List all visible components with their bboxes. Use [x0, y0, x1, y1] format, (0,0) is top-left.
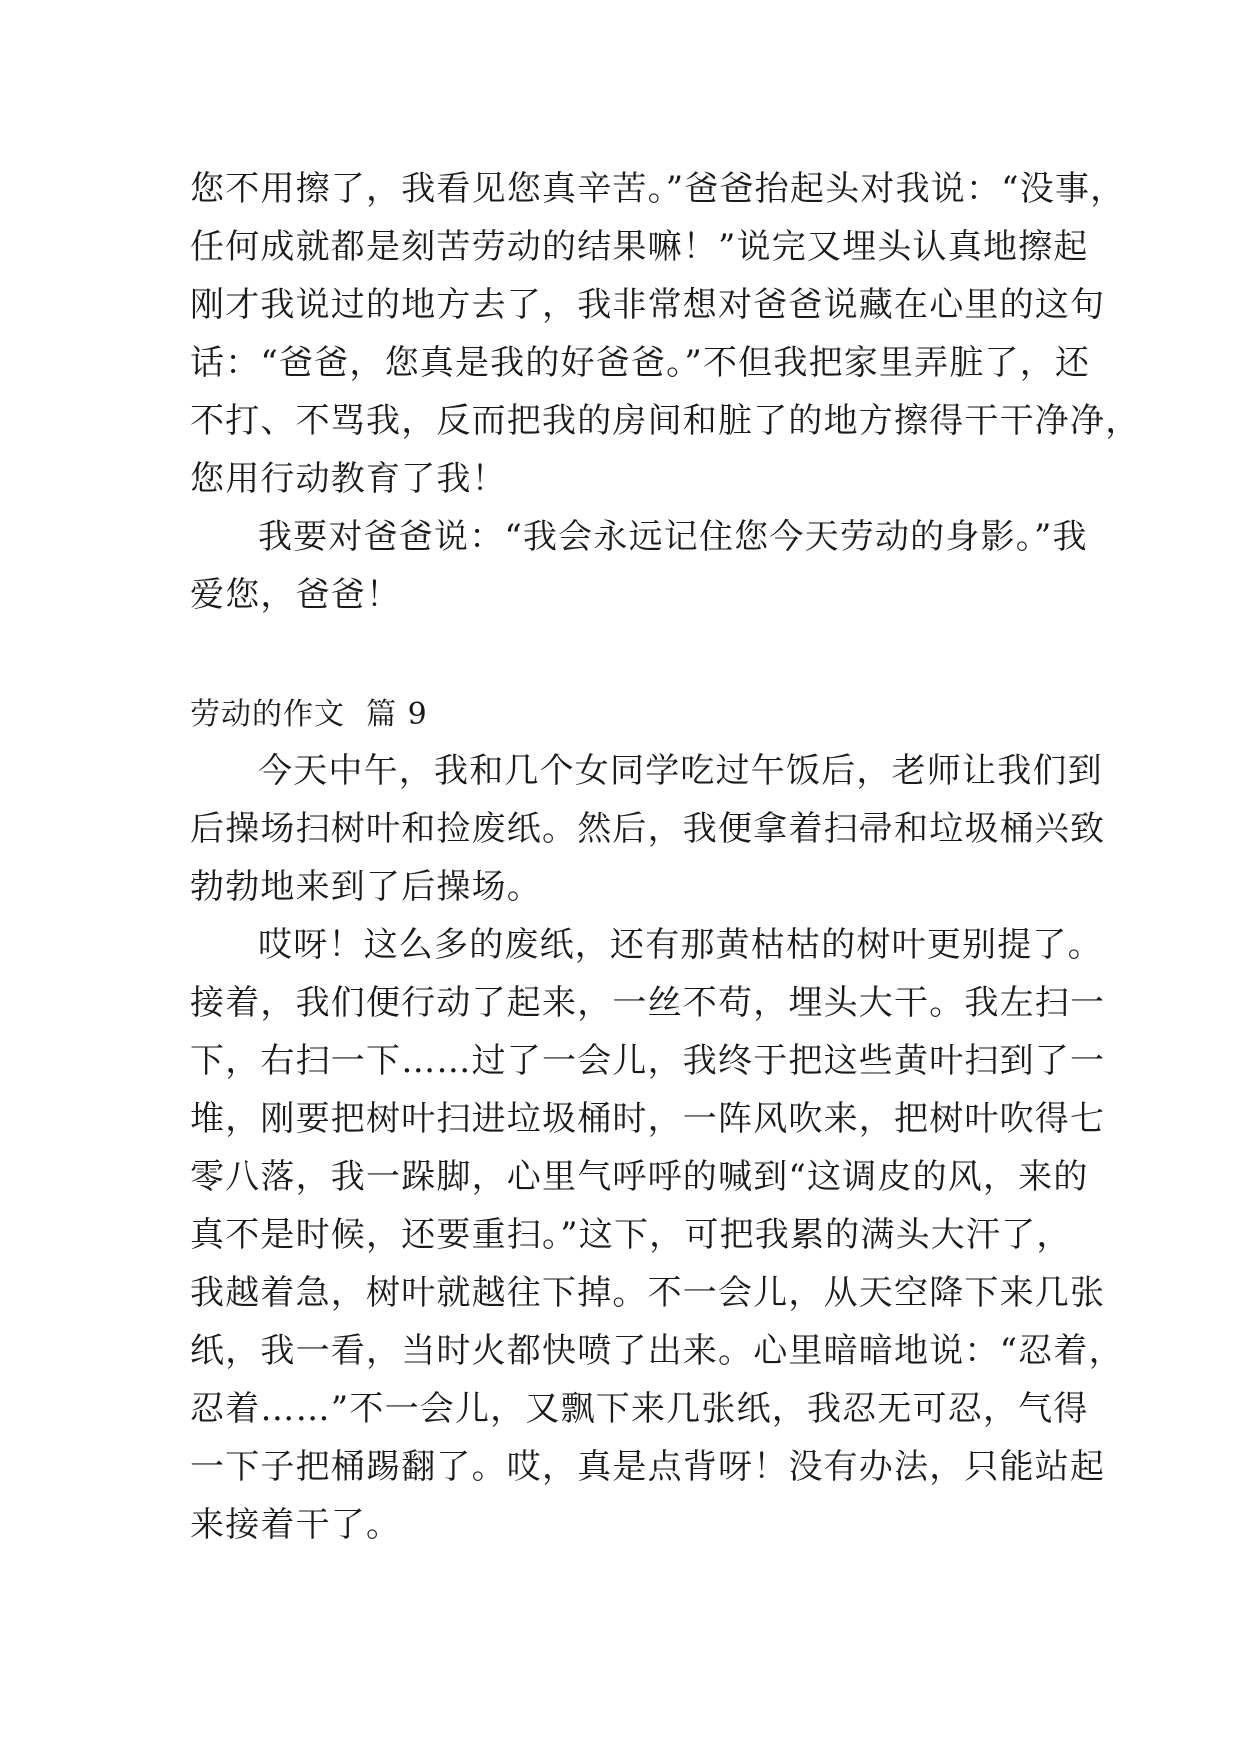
paragraph-line: 您用行动教育了我！: [190, 459, 507, 499]
paragraph-line: 勃勃地来到了后操场。: [190, 867, 542, 907]
paragraph-line: 接着，我们便行动了起来，一丝不苟，埋头大干。我左扫一: [190, 983, 1106, 1023]
paragraph-line: 堆，刚要把树叶扫进垃圾桶时，一阵风吹来，把树叶吹得七: [190, 1099, 1106, 1139]
paragraph-line: 我要对爸爸说：“我会永远记住您今天劳动的身影。”我: [258, 517, 1088, 557]
paragraph-line: 今天中午，我和几个女同学吃过午饭后，老师让我们到: [258, 751, 1103, 791]
section-heading: 劳动的作文 篇 9: [190, 697, 428, 732]
paragraph-line: 下，右扫一下……过了一会儿，我终于把这些黄叶扫到了一: [190, 1041, 1106, 1081]
paragraph-line: 一下子把桶踢翻了。哎，真是点背呀！没有办法，只能站起: [190, 1447, 1106, 1487]
paragraph-line: 后操场扫树叶和捡废纸。然后，我便拿着扫帚和垃圾桶兴致: [190, 809, 1106, 849]
paragraph-line: 不打、不骂我，反而把我的房间和脏了的地方擦得干干净净，: [190, 401, 1141, 441]
paragraph-line: 我越着急，树叶就越往下掉。不一会儿，从天空降下来几张: [190, 1273, 1106, 1313]
paragraph-line: 零八落，我一跺脚，心里气呼呼的喊到“这调皮的风，来的: [190, 1157, 1089, 1197]
paragraph-line: 爱您，爸爸！: [190, 575, 402, 615]
paragraph-line: 来接着干了。: [190, 1505, 402, 1545]
paragraph-line: 哎呀！这么多的废纸，还有那黄枯枯的树叶更别提了。: [258, 925, 1103, 965]
paragraph-line: 话：“爸爸，您真是我的好爸爸。”不但我把家里弄脏了，还: [190, 343, 1091, 383]
paragraph-line: 您不用擦了，我看见您真辛苦。”爸爸抬起头对我说：“没事，: [190, 169, 1126, 209]
paragraph-line: 纸，我一看，当时火都快喷了出来。心里暗暗地说：“忍着，: [190, 1331, 1124, 1371]
paragraph-line: 任何成就都是刻苦劳动的结果嘛！”说完又埋头认真地擦起: [190, 227, 1089, 267]
paragraph-line: 忍着……”不一会儿，又飘下来几张纸，我忍无可忍，气得: [190, 1389, 1089, 1429]
paragraph-line: 刚才我说过的地方去了，我非常想对爸爸说藏在心里的这句: [190, 285, 1106, 325]
paragraph-line: 真不是时候，还要重扫。”这下，可把我累的满头大汗了，: [190, 1215, 1072, 1255]
